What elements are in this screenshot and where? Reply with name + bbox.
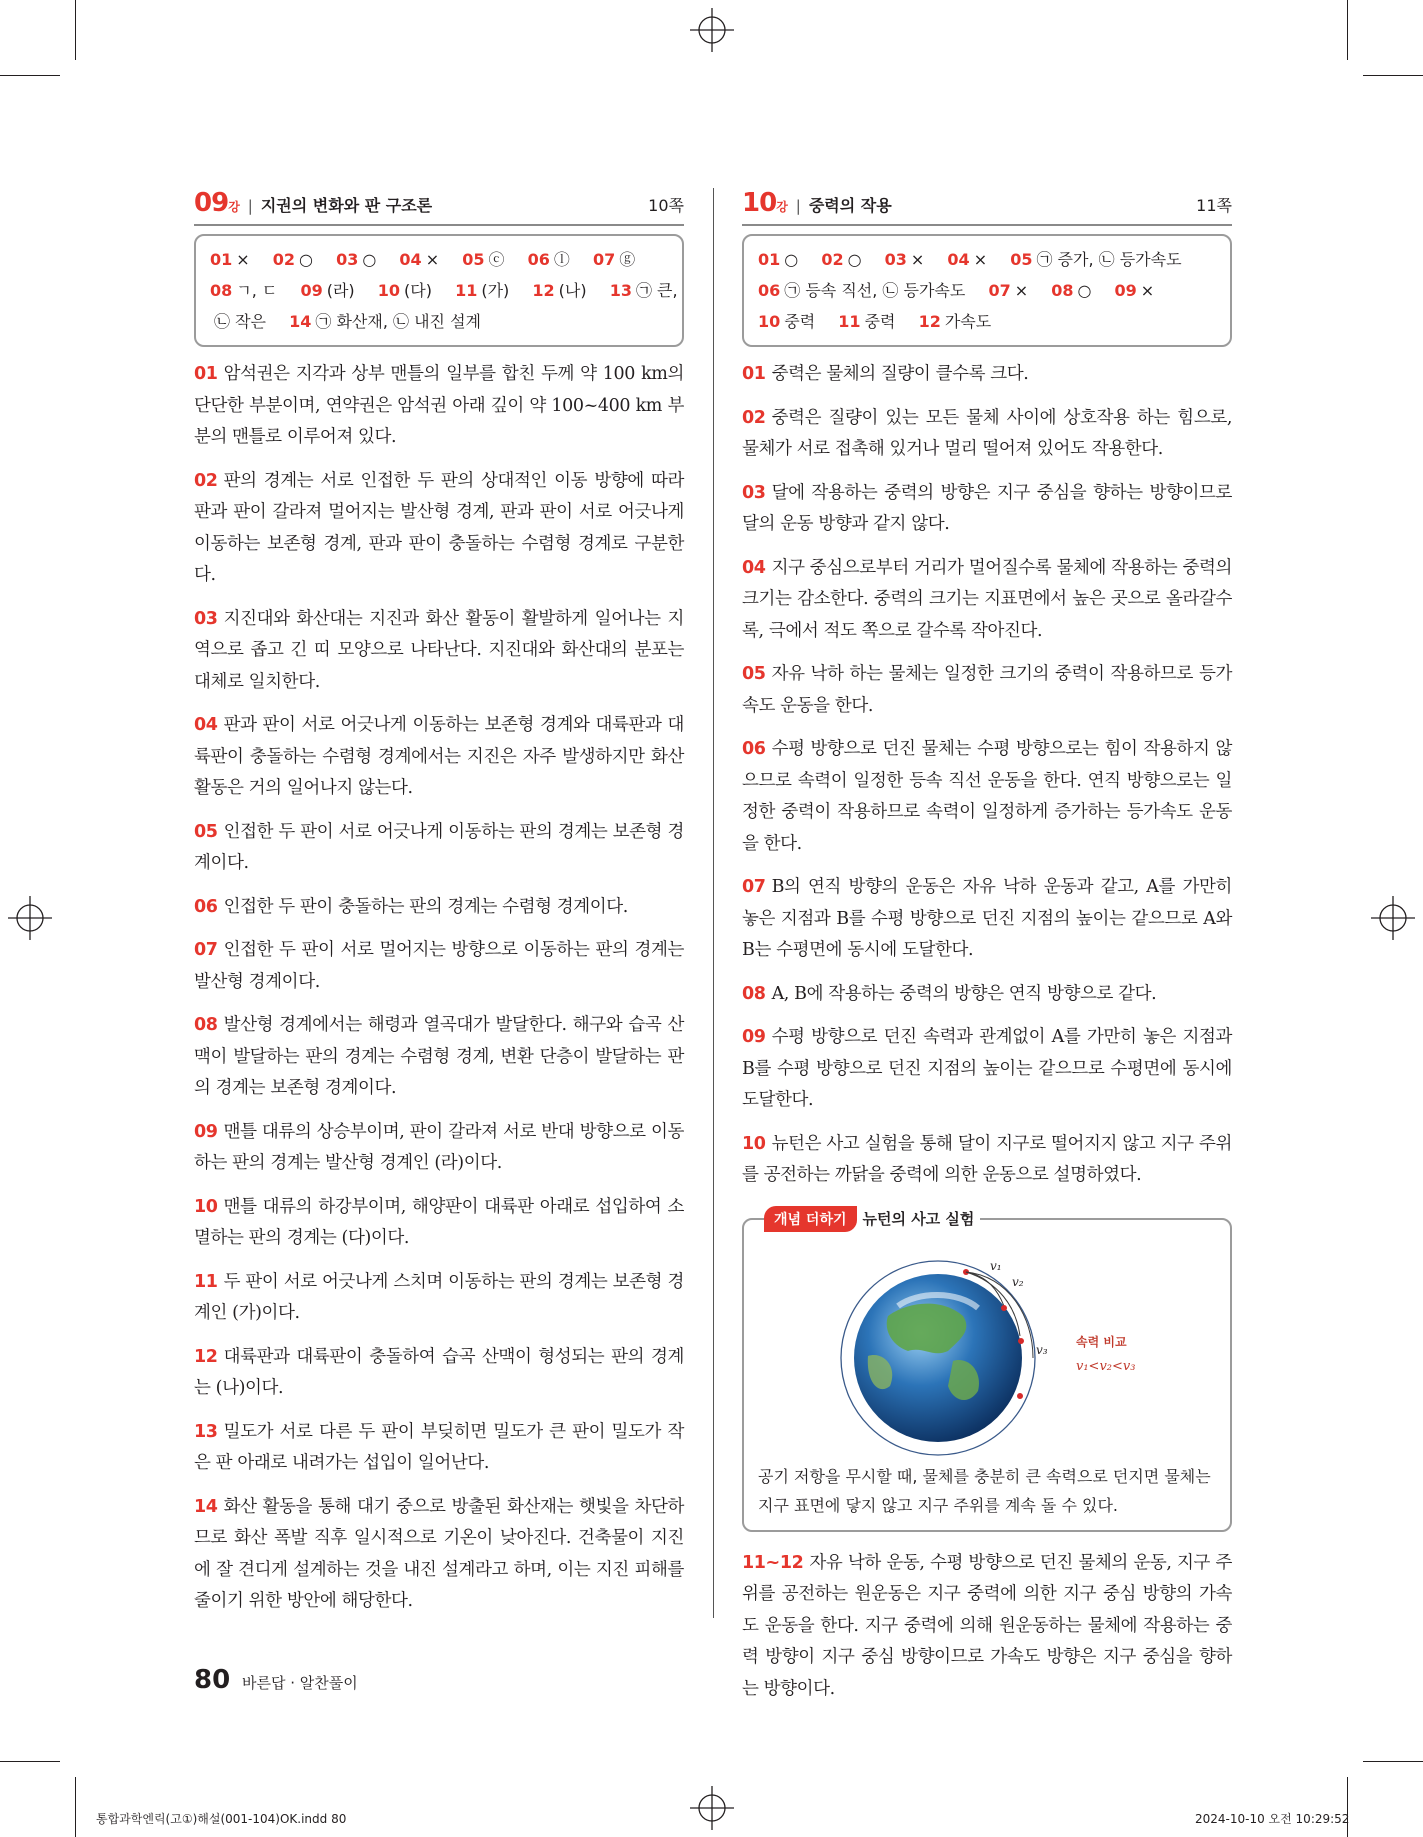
answer-item: 08 ㄱ, ㄷ: [210, 281, 278, 300]
left-column: [194, 188, 684, 1618]
answer-item: 04 ×: [399, 250, 440, 269]
answer-item: 13 ㉠ 큰,: [609, 281, 678, 300]
chapter-number: 09: [194, 188, 229, 218]
explanation-paragraph: 01 암석권은 지각과 상부 맨틀의 일부를 합친 두께 약 100 km의 단단한 부분이며, 연약권은 암석권 아래 깊이 약 100~400 km 부분의 맨틀로 이루어져 있다.: [194, 364, 684, 447]
landing-point-v3: [1017, 1393, 1023, 1399]
orbit-diagram: [758, 1246, 1218, 1456]
explanation-paragraph: 11~12 자유 낙하 운동, 수평 방향으로 던진 물체의 운동, 지구 주위를 공전하는 원운동은 지구 중력에 의한 지구 중심 방향의 가속도 운동을 한다. 지구 중력에 의해 원운동하는 물체에 작용하는 중력 방향이 지구 중심 방향이므로 가속도 방향은 지구 중심을 향하는 방향이다.: [742, 1552, 1232, 1699]
explanation-paragraph: 01 중력은 물체의 질량이 클수록 크다.: [742, 364, 1029, 384]
chapter-number: 10: [742, 188, 777, 218]
concept-box: [742, 1210, 1232, 1532]
answer-item: 01 ○: [758, 250, 799, 269]
answer-item: 06 ⓛ: [527, 250, 570, 269]
answer-row: [210, 275, 678, 306]
newton-thought-experiment-figure: [758, 1246, 1218, 1456]
explanation-paragraph: 04 판과 판이 서로 어긋나게 이동하는 보존형 경계와 대륙판과 대륙판이 충돌하는 수렴형 경계에서는 지진은 자주 발생하지만 화산 활동은 거의 일어나지 않는다.: [194, 715, 684, 798]
explanation-paragraph: 08 A, B에 작용하는 중력의 방향은 연직 방향으로 같다.: [742, 983, 1157, 1004]
answer-item: 03 ×: [884, 250, 925, 269]
landing-point-v1: [1001, 1305, 1007, 1311]
explanation-paragraph: 05 인접한 두 판이 서로 어긋나게 이동하는 판의 경계는 보존형 경계이다.: [194, 821, 684, 873]
print-slug-date: 2024-10-10 오전 10:29:52: [1195, 1812, 1350, 1826]
explanation-paragraph: 12 대륙판과 대륙판이 충돌하여 습곡 산맥이 형성되는 판의 경계는 (나)이다.: [194, 1346, 684, 1398]
chapter-suffix: 강: [776, 200, 788, 214]
right-column: [742, 188, 1232, 1705]
explanation-paragraph: 10 뉴턴은 사고 실험을 통해 달이 지구로 떨어지지 않고 지구 주위를 공전하는 까닭을 중력에 의한 운동으로 설명하였다.: [742, 1133, 1232, 1185]
concept-title: 뉴턴의 사고 실험: [862, 1210, 975, 1228]
answer-item: 06 ㉠ 등속 직선, ㉡ 등가속도: [758, 281, 966, 300]
explanation-paragraph: 06 수평 방향으로 던진 물체는 수평 방향으로는 힘이 작용하지 않으므로 속력이 일정한 등속 직선 운동을 한다. 연직 방향으로는 일정한 중력이 작용하므로 속력이 일정하게 증가하는 등가속도 운동을 한다.: [742, 739, 1232, 854]
explanation-paragraph: 09 수평 방향으로 던진 속력과 관계없이 A를 가만히 놓은 지점과 B를 수평 방향으로 던진 지점의 높이는 같으므로 수평면에 동시에 도달한다.: [742, 1027, 1232, 1110]
chapter-title: 지권의 변화와 판 구조론: [260, 196, 433, 215]
speed-comparison-formula: v₁<v₂<v₃: [1076, 1358, 1136, 1374]
registration-mark-right: [1371, 896, 1415, 940]
crop-mark: [75, 0, 76, 60]
answer-item: 07 ⓖ: [592, 250, 636, 269]
chapter-suffix: 강: [228, 200, 240, 214]
answer-item: 10 (다): [377, 281, 432, 300]
answer-item: ㉡ 작은: [214, 312, 266, 331]
explanation-paragraph: 09 맨틀 대류의 상승부이며, 판이 갈라져 서로 반대 방향으로 이동하는 판의 경계는 발산형 경계인 (라)이다.: [194, 1121, 684, 1173]
concept-caption: 공기 저항을 무시할 때, 물체를 충분히 큰 속력으로 던지면 물체는 지구 표면에 닿지 않고 지구 주위를 계속 돌 수 있다.: [758, 1466, 1211, 1515]
answer-item: 07 ×: [988, 281, 1029, 300]
crop-mark: [0, 1761, 60, 1762]
header-separator: |: [247, 197, 253, 215]
answer-item: 11 중력: [838, 312, 896, 331]
explanation-paragraph: 02 중력은 질량이 있는 모든 물체 사이에 상호작용 하는 힘으로, 물체가 서로 접촉해 있거나 멀리 떨어져 있어도 작용한다.: [742, 407, 1232, 459]
column-divider: [713, 188, 714, 1618]
explanation-paragraph: 03 달에 작용하는 중력의 방향은 지구 중심을 향하는 방향이므로 달의 운동 방향과 같지 않다.: [742, 482, 1232, 534]
page-number: 80: [194, 1665, 231, 1695]
chapter-header: [742, 188, 1232, 226]
explanation-paragraph: 13 밀도가 서로 다른 두 판이 부딪히면 밀도가 큰 판이 밀도가 작은 판 아래로 내려가는 섭입이 일어난다.: [194, 1421, 684, 1473]
answer-key-box: [194, 234, 684, 347]
explanation-paragraph: 05 자유 낙하 하는 물체는 일정한 크기의 중력이 작용하므로 등가속도 운동을 한다.: [742, 664, 1232, 716]
answer-item: 02 ○: [272, 250, 313, 269]
answer-item: 05 ㉠ 증가, ㉡ 등가속도: [1010, 250, 1182, 269]
explanation-paragraph: 14 화산 활동을 통해 대기 중으로 방출된 화산재는 햇빛을 차단하므로 화산 폭발 직후 일시적으로 기온이 낮아진다. 건축물이 지진에 잘 견디게 설계하는 것을 내진 설계라고 하며, 이는 지진 피해를 줄이기 위한 방안에 해당한다.: [194, 1496, 684, 1611]
registration-mark-left: [8, 896, 52, 940]
crop-mark: [1363, 1761, 1423, 1762]
explanation-paragraph: 08 발산형 경계에서는 해령과 열곡대가 발달한다. 해구와 습곡 산맥이 발달하는 판의 경계는 수렴형 경계, 변환 단층이 발달하는 판의 경계는 보존형 경계이다.: [194, 1015, 684, 1098]
explanation-paragraph: 04 지구 중심으로부터 거리가 멀어질수록 물체에 작용하는 중력의 크기는 감소한다. 중력의 크기는 지표면에서 높은 곳으로 올라갈수록, 극에서 적도 쪽으로 갈수록 작아진다.: [742, 557, 1232, 641]
explanation-paragraph: 07 인접한 두 판이 서로 멀어지는 방향으로 이동하는 판의 경계는 발산형 경계이다.: [194, 940, 684, 992]
crop-mark: [1347, 1777, 1348, 1837]
answer-item: 10 중력: [758, 312, 816, 331]
answer-item: 08 ○: [1051, 281, 1092, 300]
explanation-paragraph: 07 B의 연직 방향의 운동은 자유 낙하 운동과 같고, A를 가만히 놓은 지점과 B를 수평 방향으로 던진 지점의 높이는 같으므로 A와 B는 수평면에 동시에 도달한다.: [742, 877, 1232, 960]
answer-item: 14 ㉠ 화산재, ㉡ 내진 설계: [289, 312, 481, 331]
answer-row: [210, 244, 668, 275]
explanation-paragraph: 11 두 판이 서로 어긋나게 스치며 이동하는 판의 경계는 보존형 경계인 (가)이다.: [194, 1271, 684, 1323]
answer-row: [758, 275, 1216, 306]
answer-item: 09 ×: [1114, 281, 1155, 300]
explanation-paragraph: 06 인접한 두 판이 충돌하는 판의 경계는 수렴형 경계이다.: [194, 896, 628, 917]
registration-mark-top: [690, 8, 734, 52]
answer-item: 04 ×: [947, 250, 988, 269]
explanation-paragraph: 03 지진대와 화산대는 지진과 화산 활동이 활발하게 일어나는 지역으로 좁고 긴 띠 모양으로 나타난다. 지진대와 화산대의 분포는 대체로 일치한다.: [194, 608, 684, 692]
chapter-title: 중력의 작용: [808, 196, 892, 215]
answer-item: 02 ○: [821, 250, 862, 269]
label-v2: v₂: [1012, 1274, 1024, 1289]
crop-mark: [1363, 75, 1423, 76]
crop-mark: [75, 1777, 76, 1837]
explanation-paragraph: 10 맨틀 대류의 하강부이며, 해양판이 대륙판 아래로 섭입하여 소멸하는 판의 경계는 (다)이다.: [194, 1196, 684, 1248]
label-v1: v₁: [990, 1258, 1002, 1273]
answer-item: 05 ⓒ: [462, 250, 505, 269]
answer-item: 03 ○: [336, 250, 377, 269]
chapter-header: [194, 188, 684, 226]
concept-tag: [764, 1206, 980, 1232]
page-reference: 10쪽: [648, 196, 684, 215]
explanation-paragraph: 02 판의 경계는 서로 인접한 두 판의 상대적인 이동 방향에 따라 판과 판이 갈라져 멀어지는 발산형 경계, 판과 판이 서로 어긋나게 이동하는 보존형 경계, 판과 판이 충돌하는 수렴형 경계로 구분한다.: [194, 470, 684, 585]
answer-key-box: [742, 234, 1232, 347]
answer-row: [758, 244, 1216, 275]
answer-item: 12 (나): [532, 281, 587, 300]
crop-mark: [1347, 0, 1348, 60]
answer-row: [210, 306, 668, 337]
answer-item: 12 가속도: [918, 312, 992, 331]
crop-mark: [0, 75, 60, 76]
page-reference: 11쪽: [1196, 196, 1232, 215]
concept-badge: 개념 더하기: [764, 1206, 857, 1232]
answer-row: [758, 306, 1216, 337]
footer-label: 바른답 · 알찬풀이: [242, 1674, 358, 1692]
registration-mark-bottom: [690, 1786, 734, 1830]
speed-comparison-title: 속력 비교: [1076, 1334, 1127, 1349]
answer-item: 09 (라): [300, 281, 355, 300]
print-slug-file: 통합과학엔릭(고①)해설(001-104)OK.indd 80: [96, 1812, 347, 1826]
label-v3: v₃: [1036, 1342, 1048, 1357]
answer-item: 01 ×: [210, 250, 250, 269]
landing-point-v2: [1018, 1338, 1024, 1344]
header-separator: |: [795, 197, 801, 215]
answer-item: 11 (가): [455, 281, 510, 300]
